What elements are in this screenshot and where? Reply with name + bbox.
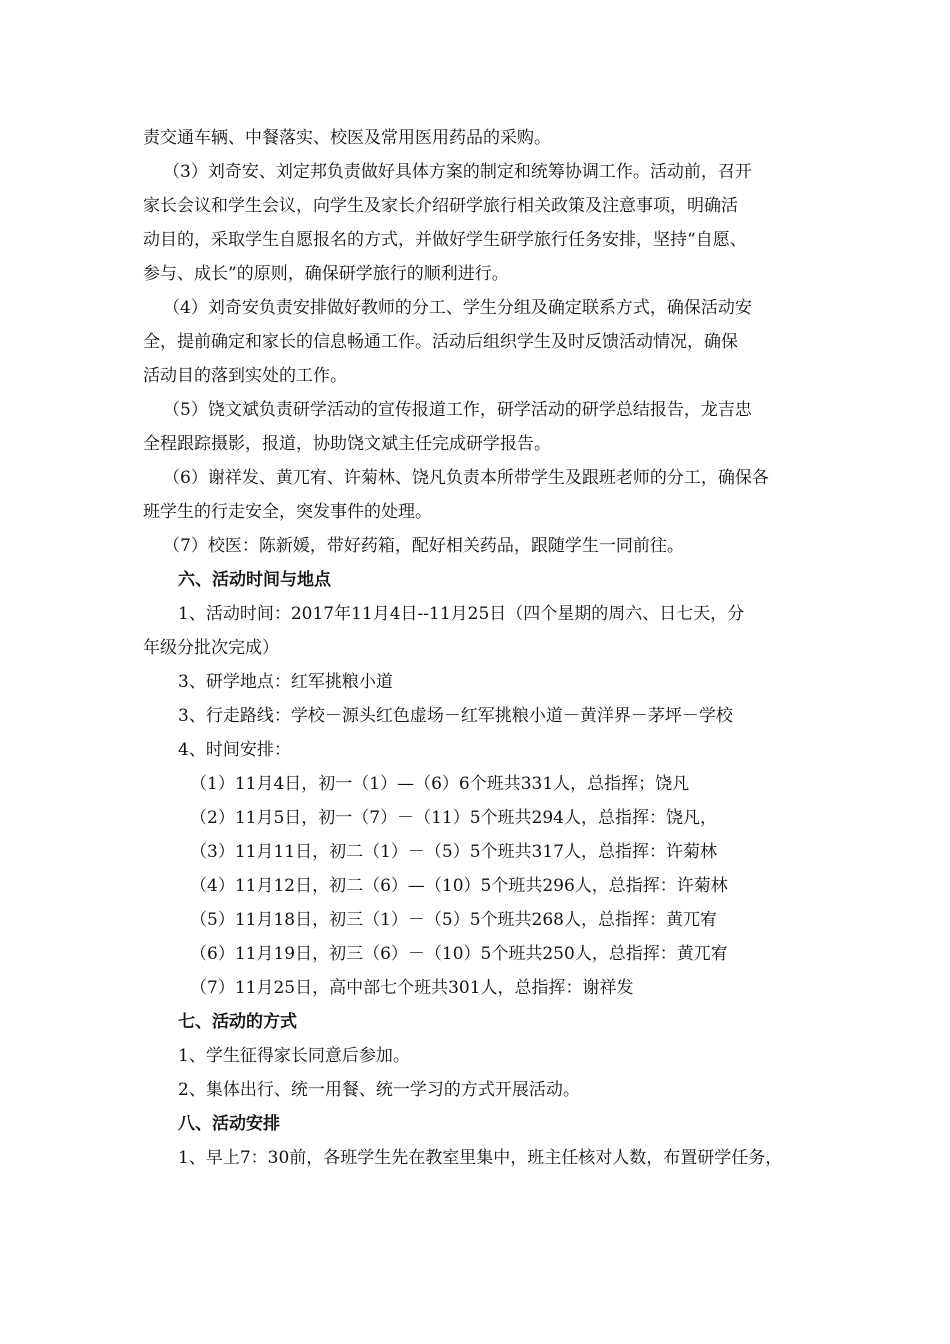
paragraph-line: （5）饶文斌负责研学活动的宣传报道工作，研学活动的研学总结报告，龙吉忠 (163, 400, 752, 420)
paragraph-line: 参与、成长”的原则，确保研学旅行的顺利进行。 (143, 264, 509, 284)
paragraph-line: （7）校医：陈新媛，带好药箱，配好相关药品，跟随学生一同前往。 (163, 536, 684, 556)
schedule-item: （5）11月18日，初三（1）－（5）5个班共268人，总指挥：黄兀宥 (190, 910, 717, 930)
paragraph-line: 年级分批次完成） (143, 638, 279, 658)
paragraph-line: 1、早上7：30前，各班学生先在教室里集中，班主任核对人数，布置研学任务， (178, 1148, 783, 1168)
paragraph-line: 责交通车辆、中餐落实、校医及常用医用药品的采购。 (143, 128, 551, 148)
paragraph-line: 1、学生征得家长同意后参加。 (178, 1046, 410, 1066)
schedule-item: （3）11月11日，初二（1）－（5）5个班共317人，总指挥：许菊林 (190, 842, 717, 862)
section-heading: 七、活动的方式 (178, 1012, 297, 1032)
paragraph-line: 班学生的行走安全，突发事件的处理。 (143, 502, 432, 522)
paragraph-line: 3、行走路线：学校－源头红色虚场－红军挑粮小道－黄洋界－茅坪－学校 (178, 706, 733, 726)
paragraph-line: 全程跟踪摄影，报道，协助饶文斌主任完成研学报告。 (143, 434, 551, 454)
paragraph-line: 4、时间安排： (178, 740, 291, 760)
paragraph-line: 2、集体出行、统一用餐、统一学习的方式开展活动。 (178, 1080, 580, 1100)
schedule-item: （2）11月5日，初一（7）－（11）5个班共294人，总指挥：饶凡， (190, 808, 717, 828)
section-heading: 六、活动时间与地点 (178, 570, 331, 590)
schedule-item: （4）11月12日，初二（6）—（10）5个班共296人，总指挥：许菊林 (190, 876, 728, 896)
schedule-item: （1）11月4日，初一（1）—（6）6个班共331人，总指挥；饶凡 (190, 774, 690, 794)
paragraph-line: 活动目的落到实处的工作。 (143, 366, 347, 386)
paragraph-line: （6）谢祥发、黄兀宥、许菊林、饶凡负责本所带学生及跟班老师的分工，确保各 (163, 468, 769, 488)
schedule-item: （7）11月25日，高中部七个班共301人，总指挥：谢祥发 (190, 978, 634, 998)
paragraph-line: 1、活动时间：2017年11月4日--11月25日（四个星期的周六、日七天，分 (178, 604, 745, 624)
schedule-item: （6）11月19日，初三（6）－（10）5个班共250人，总指挥：黄兀宥 (190, 944, 728, 964)
paragraph-line: 3、研学地点：红军挑粮小道 (178, 672, 393, 692)
paragraph-line: （3）刘奇安、刘定邦负责做好具体方案的制定和统筹协调工作。活动前，召开 (163, 162, 752, 182)
paragraph-line: （4）刘奇安负责安排做好教师的分工、学生分组及确定联系方式，确保活动安 (163, 298, 752, 318)
paragraph-line: 家长会议和学生会议，向学生及家长介绍研学旅行相关政策及注意事项，明确活 (143, 196, 738, 216)
section-heading: 八、活动安排 (178, 1114, 280, 1134)
paragraph-line: 全，提前确定和家长的信息畅通工作。活动后组织学生及时反馈活动情况，确保 (143, 332, 738, 352)
paragraph-line: 动目的，采取学生自愿报名的方式，并做好学生研学旅行任务安排，坚持“自愿、 (143, 230, 747, 250)
